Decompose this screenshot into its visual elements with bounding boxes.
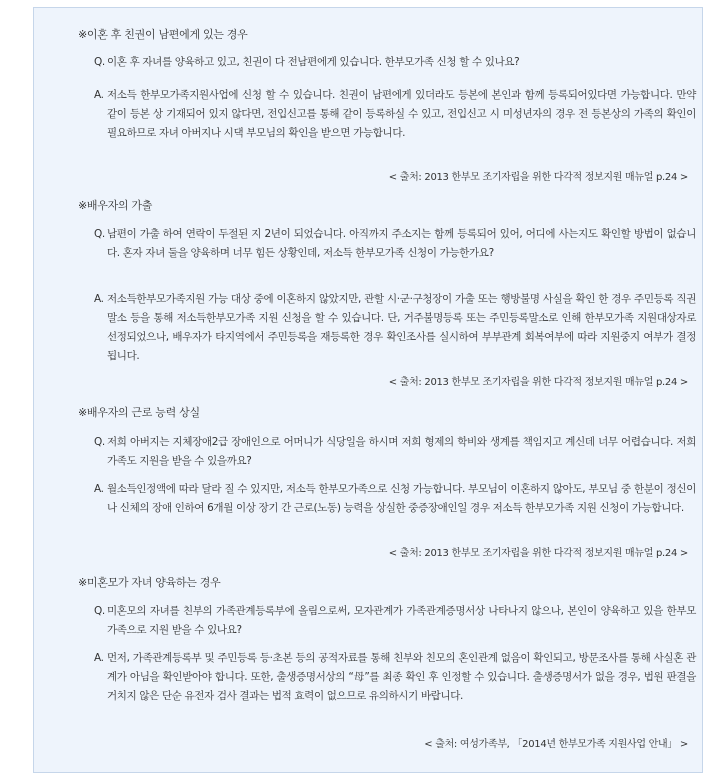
source-citation: < 출처: 2013 한부모 조기자립을 위한 다각적 정보지원 매뉴얼 p.24 > [388, 548, 688, 559]
question [94, 602, 696, 642]
question-marker: Q. [94, 436, 105, 448]
answer [94, 480, 696, 540]
answer-text: 저소득한부모가족지원 가능 대상 중에 이혼하지 않았지만, 관할 시·군·구청장이 가출 또는 행방불명 사실을 확인 한 경우 주민등록 직권말소 등을 통해 저소득한부모가족 지원 신청을 할 수 있습니다. 단, 거주불명등록 또는 주민등록말소로 인해 한부모가족 지원대상자로 선정되었으나, 배우자가 타지역에서 주민등록을 재등록한 경우 확인조사를 실시하여 부부관계 회복여부에 따라 지원중지 여부가 결정됩니다. [107, 293, 696, 362]
answer-marker: A. [94, 652, 104, 664]
section-heading: ※이혼 후 친권이 남편에게 있는 경우 [78, 28, 248, 41]
question [94, 53, 696, 73]
question-marker: Q. [94, 605, 105, 617]
question-marker: Q. [94, 56, 105, 68]
section-heading: ※배우자의 근로 능력 상실 [78, 406, 200, 419]
section-heading: ※미혼모가 자녀 양육하는 경우 [78, 576, 221, 589]
section-heading: ※배우자의 가출 [78, 199, 153, 212]
answer-text: 월소득인정액에 따라 달라 질 수 있지만, 저소득 한부모가족으로 신청 가능합니다. 부모님이 이혼하지 않아도, 부모님 중 한분이 정신이나 신체의 장애 인하여 6개월 이상 장기 간 근로(노동) 능력을 상실한 중증장애인일 경우 저소득 한부모가족 지원 신청이 가능합니다. [107, 483, 696, 514]
answer-marker: A. [94, 89, 104, 101]
answer [94, 649, 696, 729]
question-marker: Q. [94, 228, 105, 240]
answer-text: 먼저, 가족관계등록부 및 주민등록 등·초본 등의 공적자료를 통해 친부와 친모의 혼인관계 없음이 확인되고, 방문조사를 통해 사실혼 관계가 아님을 확인받아야 합니다. 또한, 출생증명서상의 “母”를 최종 확인 후 인정할 수 있습니다. 출생증명서가 없을 경우, 법원 판결을 거치지 않은 단순 유전자 검사 결과는 법적 효력이 없으므로 유의하시기 바랍니다. [107, 652, 696, 702]
source-citation: < 출처: 2013 한부모 조기자립을 위한 다각적 정보지원 매뉴얼 p.24 > [388, 172, 688, 183]
question [94, 225, 696, 285]
qa-panel [33, 7, 703, 773]
answer [94, 86, 696, 166]
source-citation: < 출처: 여성가족부, 「2014년 한부모가족 지원사업 안내」 > [424, 739, 688, 750]
answer [94, 290, 696, 370]
question-text: 이혼 후 자녀를 양육하고 있고, 친권이 다 전남편에게 있습니다. 한부모가족 신청 할 수 있나요? [107, 56, 520, 68]
answer-marker: A. [94, 483, 104, 495]
source-citation: < 출처: 2013 한부모 조기자립을 위한 다각적 정보지원 매뉴얼 p.24 > [388, 377, 688, 388]
question-text: 남편이 가출 하여 연락이 두절된 지 2년이 되었습니다. 아직까지 주소지는 함께 등록되어 있어, 어디에 사는지도 확인할 방법이 없습니다. 혼자 자녀 둘을 양육하며 너무 힘든 상황인데, 저소득 한부모가족 신청이 가능한가요? [107, 228, 696, 259]
question-text: 미혼모의 자녀를 친부의 가족관계등록부에 올림으로써, 모자관계가 가족관계증명서상 나타나지 않으나, 본인이 양육하고 있을 한부모가족으로 지원 받을 수 있나요? [107, 605, 696, 636]
answer-marker: A. [94, 293, 104, 305]
question [94, 433, 696, 473]
question-text: 저희 아버지는 지체장애2급 장애인으로 어머니가 식당일을 하시며 저희 형제의 학비와 생계를 책임지고 계신데 너무 어렵습니다. 저희 가족도 지원을 받을 수 있을까요? [107, 436, 696, 467]
answer-text: 저소득 한부모가족지원사업에 신청 할 수 있습니다. 친권이 남편에게 있더라도 등본에 본인과 함께 등록되어있다면 가능합니다. 만약 같이 등본 상 기재되어 있지 않다면, 전입신고를 통해 같이 등록하실 수 있고, 전입신고 시 미성년자의 경우 전 등본상의 가족의 확인이 필요하므로 자녀 아버지나 시댁 부모님의 확인을 받으면 가능합니다. [107, 89, 696, 139]
